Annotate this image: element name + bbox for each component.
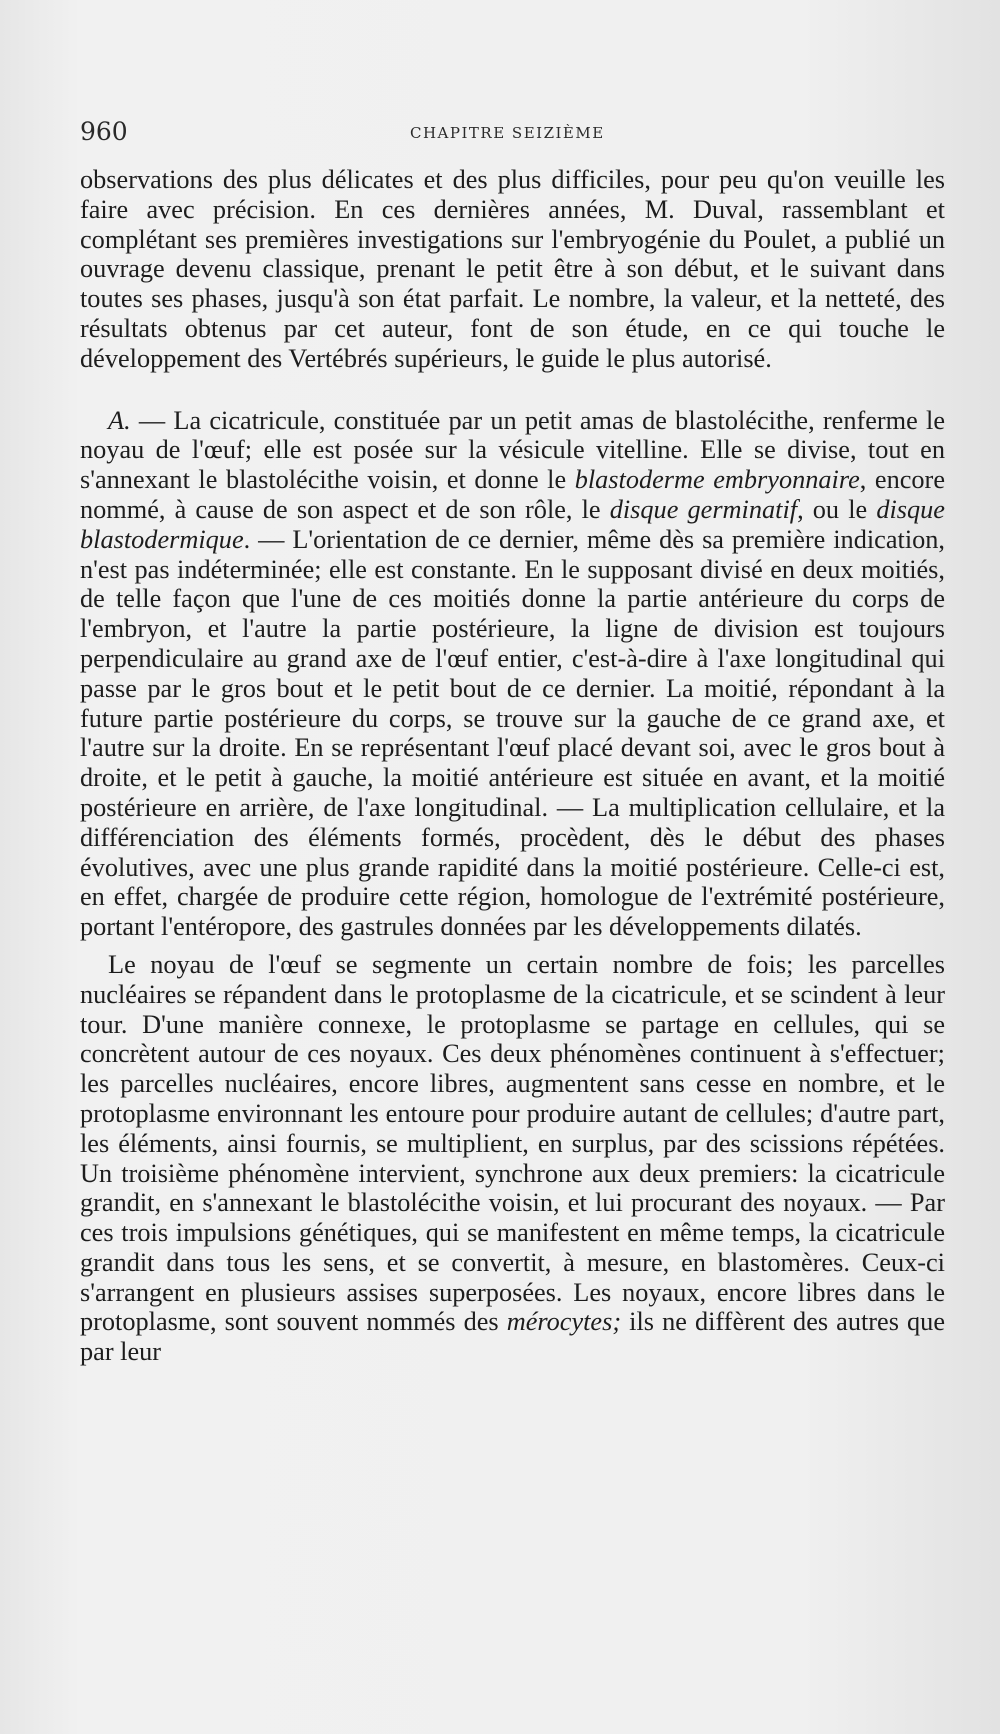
paragraph-2-text-3: , ou le: [797, 494, 877, 524]
paragraph-2: [80, 406, 945, 942]
term-disque-blastodermique: disque blastodermique: [80, 494, 945, 554]
paragraph-3-text-2: ils ne diffèrent des autres que par leur: [80, 1307, 945, 1367]
paragraph-2-text-2: , encore nommé, à cause de son aspect et de son rôle, le: [80, 465, 945, 524]
running-head: [80, 117, 950, 149]
term-disque-germinatif: disque germinatif: [609, 494, 798, 524]
paragraph-3: [80, 950, 945, 1367]
paragraph-2-text-4: . — L'orientation de ce dernier, même dès sa première indication, n'est pas indéterminée; elle est constante. En le supposant divisé en deux moitiés, de telle façon que l'une de ces moitiés donne la partie antérieure du corps de l'embryon, et l'autre la partie postérieure, la ligne de division est toujours perpendiculaire au grand axe de l'œuf entier, c'est-à-dire à l'axe longitudinal qui passe par le gros bout et le petit bout de ce dernier. La moitié, répondant à la future partie postérieure du corps, se trouve sur la gauche de ce grand axe, et l'autre sur la droite. En se représentant l'œuf placé devant soi, avec le gros bout à droite, et le petit à gauche, la moitié antérieure est située en avant, et la moitié postérieure en arrière, de l'axe longitudinal. — La multiplication cellulaire, et la différenciation des éléments formés, procèdent, dès le début des phases évolutives, avec une plus grande rapidité dans la moitié postérieure. Celle-ci est, en effet, chargée de produire cette région, homologue de l'extrémité postérieure, portant l'entéropore, des gastrules données par les développements dilatés.: [80, 524, 945, 942]
body-text: [80, 165, 945, 1367]
paragraph-2-text-1: — La cicatricule, constituée par un petit amas de blastolécithe, renferme le noyau de l'œuf; elle est posée sur la vésicule vitelline. Elle se divise, tout en s'annexant le blastolécithe voisin, et donne le: [80, 405, 945, 495]
paragraph-1: observations des plus délicates et des plus difficiles, pour peu qu'on veuille les faire avec précision. En ces dernières années, M. Duval, rassemblant et complétant ses premières investigations sur l'embryogénie du Poulet, a publié un ouvrage devenu classique, prenant le petit être à son début, et le suivant dans toutes ses phases, jusqu'à son état parfait. Le nombre, la valeur, et la netteté, des résultats obtenus par cet auteur, font de son étude, en ce qui touche le développement des Vertébrés supérieurs, le guide le plus autorisé.: [80, 165, 945, 373]
term-blastoderme-embryonnaire: blastoderme embryonnaire: [574, 465, 860, 495]
chapter-title: CHAPITRE SEIZIÈME: [410, 124, 605, 142]
term-merocytes: mérocytes;: [506, 1307, 622, 1337]
page-number: 960: [80, 117, 128, 146]
section-letter: A.: [108, 405, 131, 435]
paragraph-3-text-1: Le noyau de l'œuf se segmente un certain nombre de fois; les parcelles nucléaires se répandent dans le protoplasme de la cicatricule, et se scindent à leur tour. D'une manière connexe, le protoplasme se partage en cellules, qui se concrètent autour de ces noyaux. Ces deux phénomènes continuent à s'effectuer; les parcelles nucléaires, encore libres, augmentent sans cesse en nombre, et le protoplasme environnant les entoure pour produire autant de cellules; d'autre part, les éléments, ainsi fournis, se multiplient, en surplus, par des scissions répétées. Un troisième phénomène intervient, synchrone aux deux premiers: la cicatricule grandit, en s'annexant le blastolécithe voisin, et lui procurant des noyaux. — Par ces trois impulsions génétiques, qui se manifestent en même temps, la cicatricule grandit dans tous les sens, et se convertit, à mesure, en blastomères. Ceux-ci s'arrangent en plusieurs assises superposées. Les noyaux, encore libres dans le protoplasme, sont souvent nommés des: [80, 949, 945, 1337]
